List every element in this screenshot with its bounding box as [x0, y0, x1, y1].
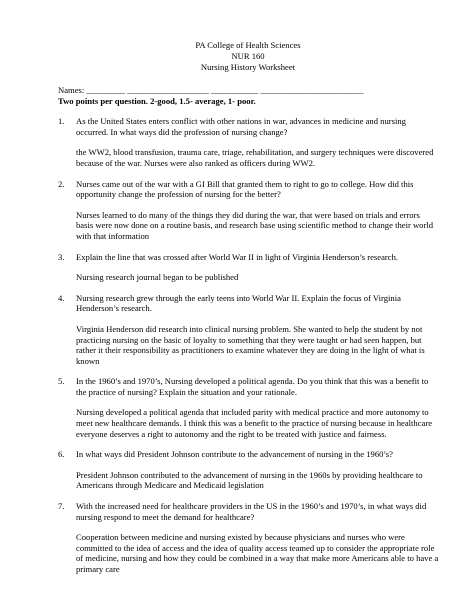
question-number: 6.: [58, 449, 65, 460]
question-text: As the United States enters conflict with other nations in war, advances in medicine and nursing occurred. In what ways did the profession of nursing change?: [76, 116, 406, 137]
grading-scale: Two points per question. 2-good, 1.5- average, 1- poor.: [58, 95, 256, 106]
question-number: 5.: [58, 376, 65, 387]
question-number: 1.: [58, 116, 65, 127]
answer-6: President Johnson contributed to the advancement of nursing in the 1960s by providing healthcare to Americans through Medicare and Medicaid legislation: [76, 469, 423, 491]
question-text: In the 1960’s and 1970’s, Nursing developed a political agenda. Do you think that this was a benefit to the practice of nursing? Explain the situation and your rationale.: [76, 376, 429, 397]
question-2: [58, 179, 438, 200]
question-text: With the increased need for healthcare providers in the US in the 1960’s and 1970’s, in what ways did nursing respond to meet the demand for healthcare?: [76, 501, 427, 522]
question-6: [58, 449, 438, 460]
answer-3: Nursing research journal began to be published: [76, 272, 239, 283]
question-7: [58, 501, 438, 522]
question-text: Nurses came out of the war with a GI Bill that granted them to right to go to college. How did this opportunity change the profession of nursing for the better?: [76, 178, 414, 200]
answer-5: Nursing developed a political agenda that included parity with medical practice and more autonomy to meet new healthcare demands. I think this was a benefit to the practice of nursing because in healthcare everyone deserves a right to autonomy and the right to be treated with justice and fairness.: [76, 407, 433, 439]
question-4: [58, 293, 438, 314]
question-3: [58, 252, 438, 263]
worksheet-title: Nursing History Worksheet: [200, 62, 296, 72]
question-5: [58, 376, 438, 397]
question-number: 2.: [58, 178, 65, 189]
question-number: 3.: [58, 251, 65, 262]
question-text: Explain the line that was crossed after World War II in light of Virginia Henderson’s research.: [76, 251, 399, 262]
course-code: NUR 160: [231, 51, 265, 61]
document-header: [58, 40, 438, 73]
question-number: 4.: [58, 292, 65, 303]
college-name: PA College of Health Sciences: [195, 40, 301, 50]
question-1: [58, 116, 438, 137]
answer-7: Cooperation between medicine and nursing existed by because physicians and nurses who were committed to the idea of access and the idea of quality access teamed up to consider the appropriate role of medicine, nursing and how they could be combined in a way that make more Americans able to have a primary care: [76, 532, 439, 574]
question-number: 7.: [58, 501, 65, 512]
answer-4: Virginia Henderson did research into clinical nursing problem. She wanted to help the student by not practicing nursing on the basic of loyalty to something that they were taught or had seen happen, but rather it their responsibility as practitioners to examine whatever they are doing in the light of what is known: [76, 323, 425, 366]
question-text: In what ways did President Johnson contribute to the advancement of nursing in the 1960’s?: [76, 449, 393, 460]
answer-2: Nurses learned to do many of the things they did during the war, that were based on trials and errors basis were now done on a routine basis, and research base using scientific method to change their world with that information: [76, 209, 434, 241]
answer-1: the WW2, blood transfusion, trauma care, triage, rehabilitation, and surgery techniques were discovered because of the war. Nurses were also ranked as officers during WW2.: [76, 147, 434, 168]
names-line: Names: _________ ___________________ ___________ ________________________: [58, 85, 364, 95]
question-text: Nursing research grew through the early teens into World War II. Explain the focus of Virginia Henderson’s research.: [76, 292, 401, 314]
